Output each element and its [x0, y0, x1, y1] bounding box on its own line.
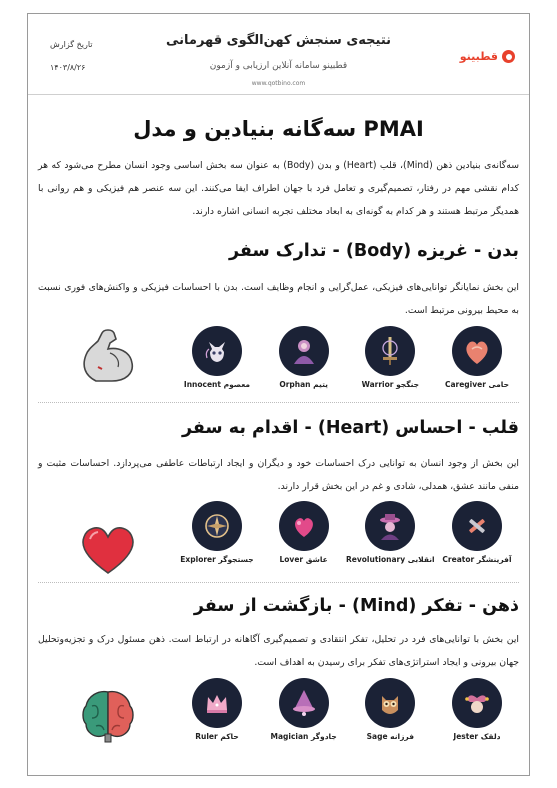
body-section-text: این بخش نمایانگر توانایی‌های فیزیکی، عمل‌گرایی و انجام وظایف است. بدن با احساسات فیزیکی و واکنش‌های فوری نسبت به محیط بیرونی مرتبط است.: [38, 282, 519, 316]
warrior-icon: [365, 326, 415, 376]
caregiver-icon: [452, 326, 502, 376]
ruler-icon: [192, 678, 242, 728]
report-date: ۱۴۰۳/۸/۲۶: [50, 63, 86, 72]
report-date-label: تاریخ گزارش: [50, 40, 93, 49]
archetype-label: یتیم Orphan: [279, 380, 328, 389]
report-header: [28, 14, 529, 95]
archetype-lover: [264, 501, 344, 571]
archetype-warrior: [350, 326, 430, 396]
archetype-label: انقلابی Revolutionary: [346, 555, 435, 564]
archetype-label: حاکم Ruler: [195, 732, 239, 741]
heart-icon: [76, 517, 140, 581]
archetype-creator: [437, 501, 517, 571]
innocent-icon: [192, 326, 242, 376]
archetype-label: حامی Caregiver: [444, 380, 509, 389]
section-divider: [38, 582, 519, 583]
archetype-label: معصوم Innocent: [183, 380, 251, 389]
mind-archetypes: [177, 678, 517, 748]
mind-section-text: این بخش با توانایی‌های فرد در تحلیل، تفکر انتقادی و تصمیم‌گیری آگاهانه در ارتباط است. ذهن مسئول درک و تجزیه‌وتحلیل جهان بیرونی و ایجاد استراتژی‌های تفکر برای رسیدن به اهداف است.: [38, 634, 519, 668]
report-page: [27, 13, 530, 776]
site-url: www.qotbino.com: [251, 80, 306, 87]
intro-paragraph: سه‌گانه‌ی بنیادین ذهن (Mind)، قلب (Heart) و بدن (Body) به عنوان سه بخش اساسی وجود انسان مطرح می‌شود که هر کدام نقشی مهم در رفتار، تصمیم‌گیری و تعامل فرد با جهان اطراف ایفا می‌کنند. این سه عنصر هم فیزیکی و هم روانی با همدیگر مرتبط هستند و هر کدام به گونه‌ای به ابعاد مختلف تجربه انسانی اشاره دارند.: [38, 160, 519, 217]
section-divider: [38, 402, 519, 403]
archetype-label: آفرینشگر Creator: [442, 555, 512, 564]
mind-section-title: ذهن - تفکر (Mind) - بازگشت از سفر: [193, 596, 519, 616]
archetype-orphan: [264, 326, 344, 396]
logo-text: قطبینو: [459, 50, 498, 63]
archetype-revolutionary: [346, 501, 435, 571]
magician-icon: [279, 678, 329, 728]
jester-icon: [452, 678, 502, 728]
flexed-arm-icon: [76, 325, 140, 389]
creator-icon: [452, 501, 502, 551]
logo-mark-icon: [502, 50, 515, 63]
main-title: سه‌گانه بنیادین و مدل PMAI: [133, 117, 424, 141]
archetype-label: جستجوگر Explorer: [180, 555, 254, 564]
heart-section-title: قلب - احساس (Heart) - اقدام به سفر: [181, 418, 519, 438]
body-section-title: بدن - غریزه (Body) - تدارک سفر: [229, 241, 519, 261]
archetype-label: جادوگر Magician: [270, 732, 337, 741]
archetype-jester: [437, 678, 517, 748]
revolutionary-icon: [365, 501, 415, 551]
heart-archetypes: [177, 501, 517, 571]
archetype-label: دلقک Jester: [453, 732, 501, 741]
report-title: نتیجه‌ی سنجش کهن‌الگوی قهرمانی: [165, 33, 392, 48]
report-subtitle: قطبینو سامانه آنلاین ارزیابی و آزمون: [209, 61, 348, 71]
heart-section-text: این بخش از وجود انسان به توانایی درک احساسات خود و دیگران و ایجاد ارتباطات عاطفی می‌پردازد. احساسات مثبت و منفی مانند عشق، همدلی، شادی و غم در این بخش قرار دارند.: [38, 458, 519, 492]
archetype-ruler: [177, 678, 257, 748]
lover-icon: [279, 501, 329, 551]
archetype-label: جنگجو Warrior: [361, 380, 420, 389]
archetype-sage: [350, 678, 430, 748]
explorer-icon: [192, 501, 242, 551]
qotbino-logo: [460, 50, 515, 63]
archetype-magician: [264, 678, 344, 748]
brain-icon: [76, 684, 140, 748]
body-archetypes: [177, 326, 517, 396]
archetype-label: عاشق Lover: [279, 555, 328, 564]
archetype-label: فرزانه Sage: [366, 732, 414, 741]
archetype-innocent: [177, 326, 257, 396]
orphan-icon: [279, 326, 329, 376]
archetype-caregiver: [437, 326, 517, 396]
sage-icon: [365, 678, 415, 728]
archetype-explorer: [177, 501, 257, 571]
